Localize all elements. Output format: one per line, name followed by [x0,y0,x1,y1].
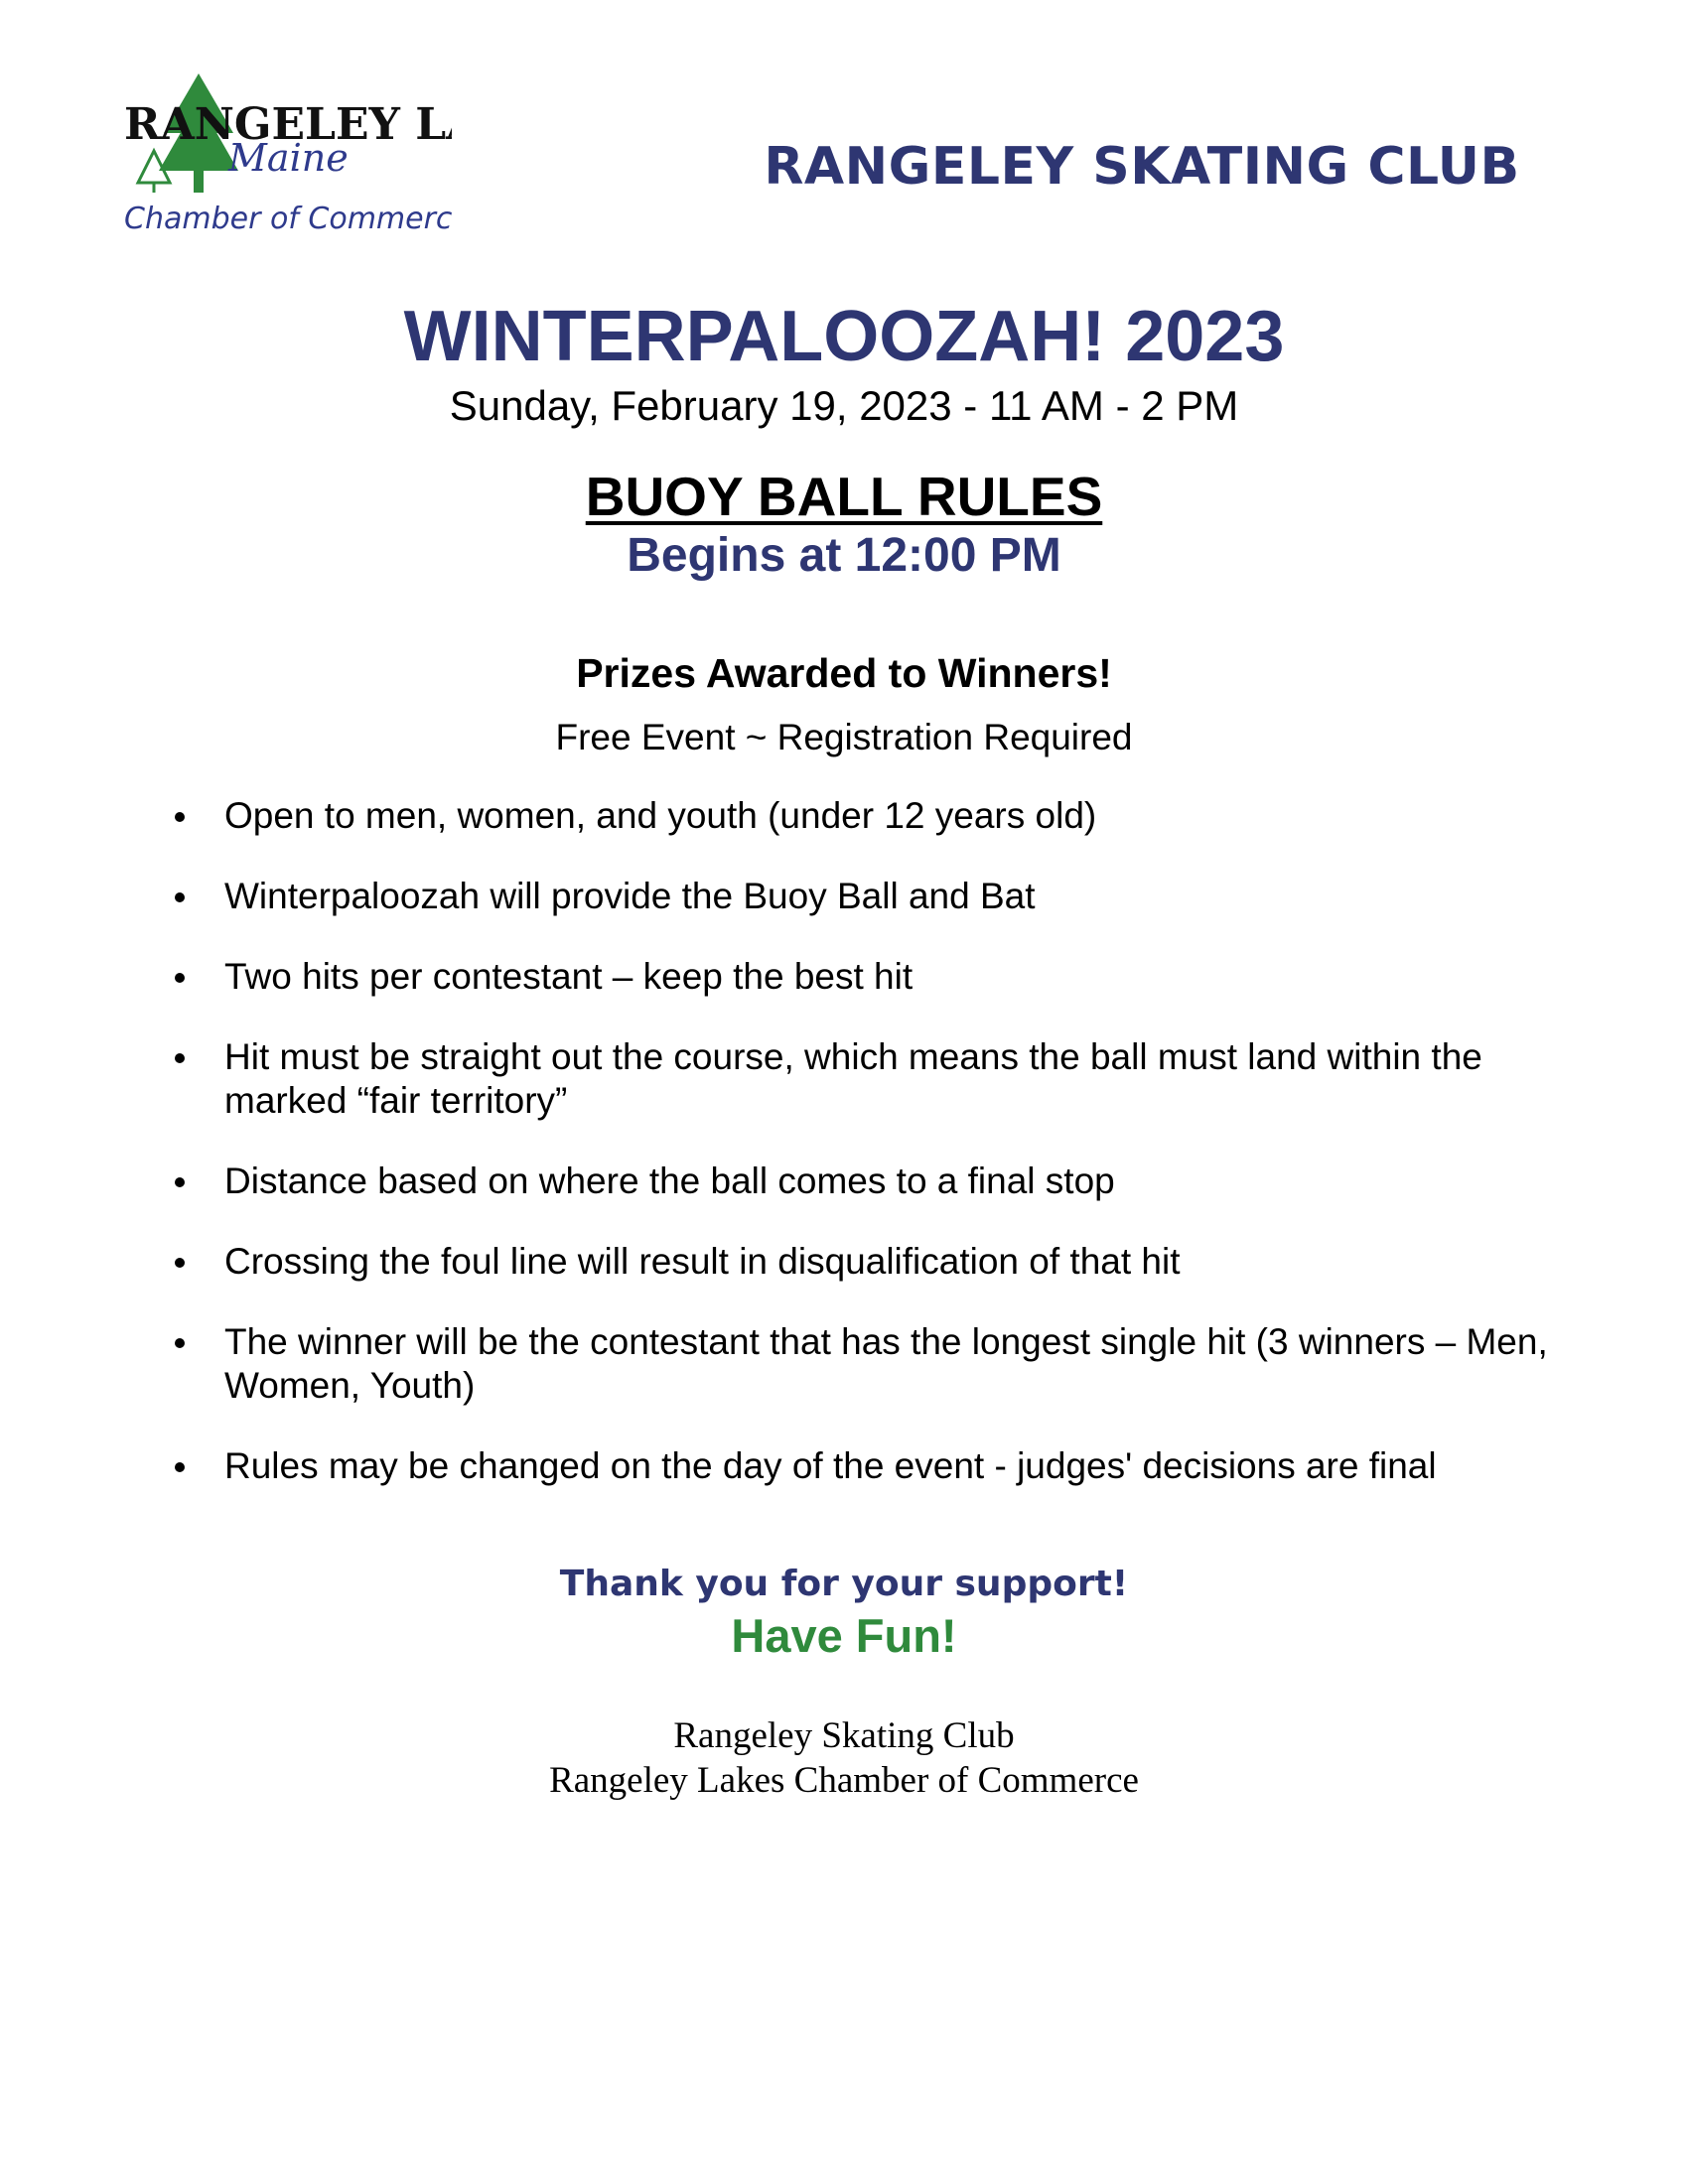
rule-text: Winterpaloozah will provide the Buoy Ball and Bat [224,876,1036,916]
chamber-logo [124,71,452,240]
rule-text: Two hits per contestant – keep the best hit [224,956,914,997]
rule-text: The winner will be the contestant that has the longest single hit (3 winners – Men, Women, Youth) [224,1321,1548,1406]
have-fun-message: Have Fun! [731,1609,957,1662]
bullet-icon [175,1177,185,1187]
rules-title: BUOY BALL RULES [585,466,1103,527]
bullet-icon [175,1053,185,1063]
logo-line1: RANGELEY L [124,99,447,150]
bullet-icon [175,1258,185,1268]
bullet-icon [175,973,185,983]
logo-line2: Chamber of Commerce [124,202,452,236]
rule-text: Hit must be straight out the course, which means the ball must land within the marked “fair territory” [224,1036,1482,1121]
org-title: RANGELEY SKATING CLUB [764,137,1520,197]
rule-text: Open to men, women, and youth (under 12 years old) [224,795,1097,836]
list-item [175,1320,1585,1408]
bullet-icon [175,1462,185,1472]
event-title: WINTERPALOOZAH! 2023 [403,297,1285,376]
signature-chamber: Rangeley Lakes Chamber of Commerce [549,1760,1139,1801]
list-item [175,1444,1585,1488]
prizes-heading: Prizes Awarded to Winners! [576,650,1112,696]
start-time: Begins at 12:00 PM [627,529,1061,582]
event-date: Sunday, February 19, 2023 - 11 AM - 2 PM [449,382,1239,429]
list-item [175,955,1585,999]
list-item [175,794,1585,838]
registration-note: Free Event ~ Registration Required [555,717,1133,757]
list-item [175,875,1585,918]
bullet-icon [175,812,185,822]
list-item [175,1240,1585,1284]
list-item [175,1035,1585,1123]
bullet-icon [175,892,185,902]
thanks-message: Thank you for your support! [559,1564,1129,1604]
rule-text: Rules may be changed on the day of the event - judges' decisions are final [224,1445,1437,1486]
rule-text: Distance based on where the ball comes to a final stop [224,1160,1115,1201]
signature-club: Rangeley Skating Club [673,1715,1015,1756]
logo-graphic [124,71,452,240]
bullet-icon [175,1338,185,1348]
logo-script: Maine [228,136,349,180]
rule-text: Crossing the foul line will result in disqualification of that hit [224,1241,1181,1282]
list-item [175,1160,1585,1203]
rules-list [175,794,1585,1525]
